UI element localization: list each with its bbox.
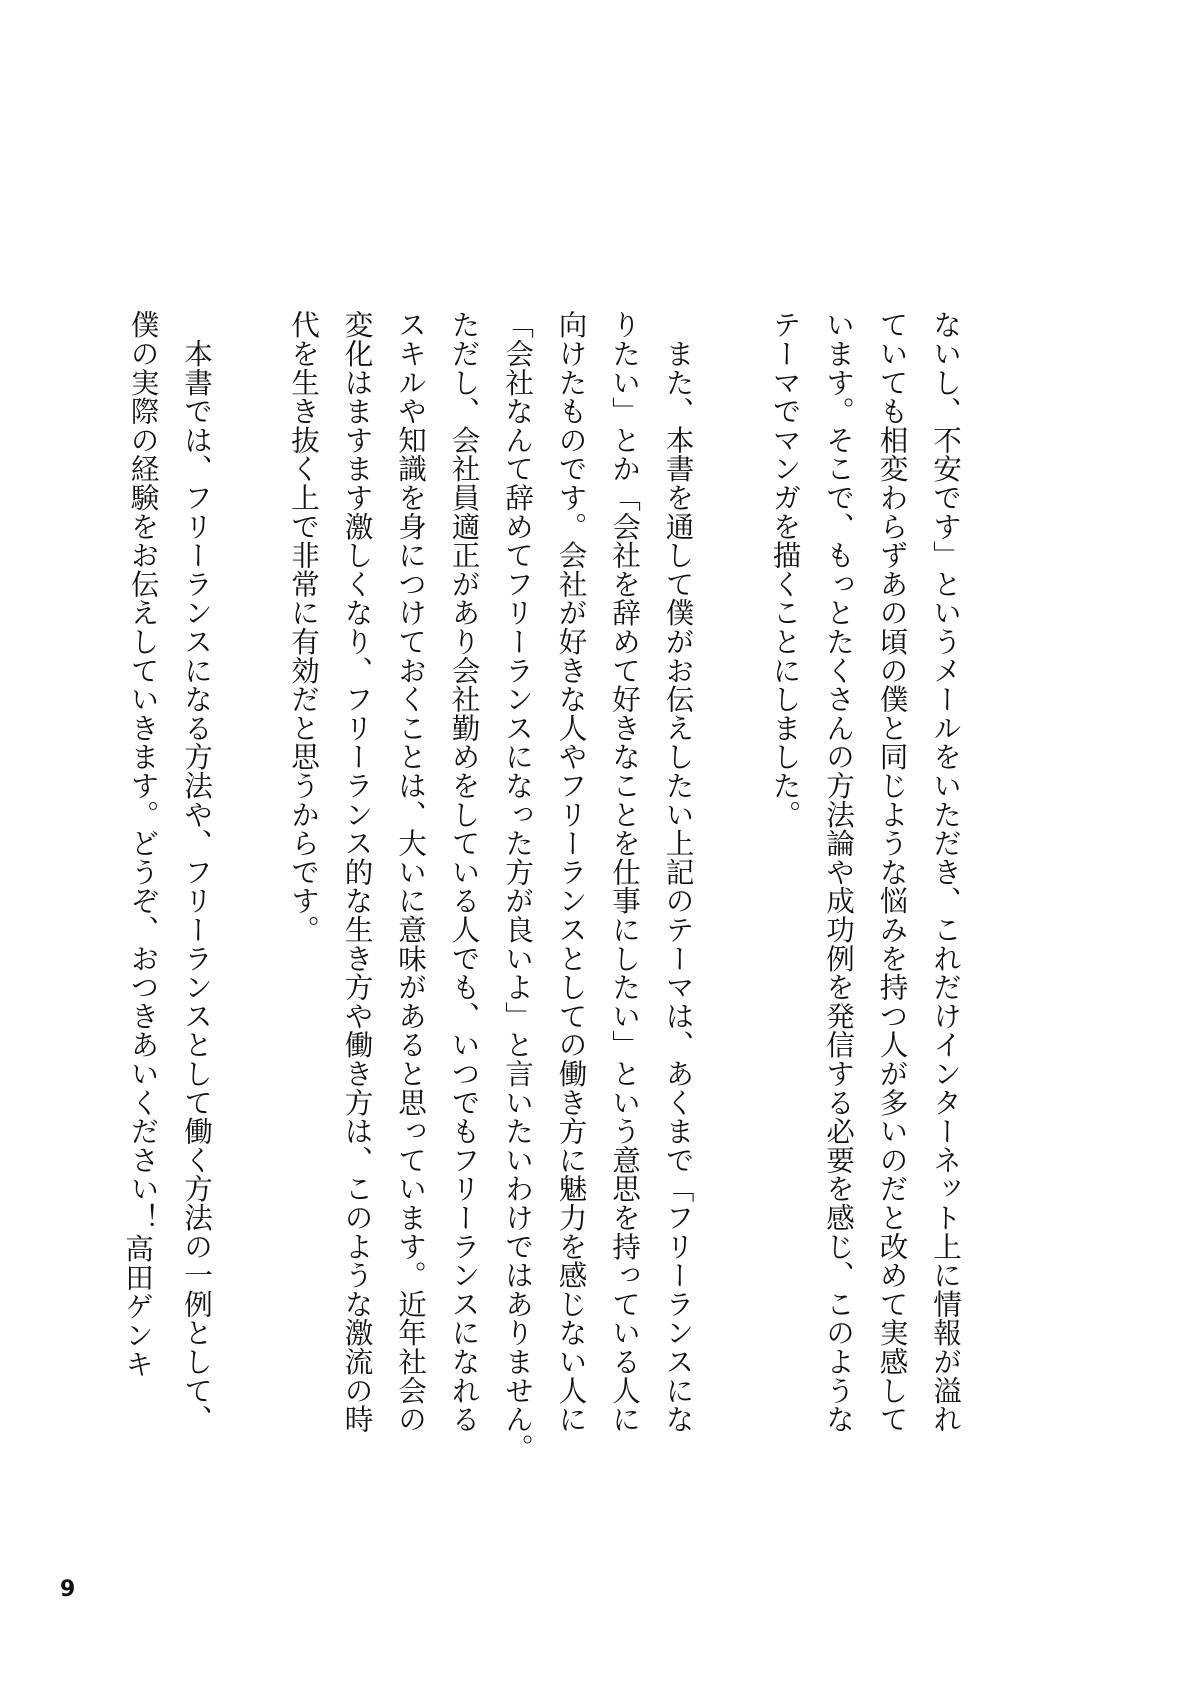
text-line: 「会社なんて辞めてフリーランスになった方が良いよ」と言いたいわけではありません。 bbox=[501, 310, 535, 1462]
paragraph-break bbox=[223, 310, 277, 311]
author-signature: 高田ゲンキ bbox=[121, 1234, 155, 1378]
text-line: ていても相変わらずあの頃の僕と同じような悩みを持つ人が多いのだと改めて実感して bbox=[875, 310, 910, 1434]
paragraph-break bbox=[705, 310, 759, 311]
text-line: ただし、会社員適正があり会社勤めをしている人でも、いつでもフリーランスになれる bbox=[447, 310, 482, 1434]
vertical-text-body bbox=[116, 310, 972, 1462]
text-line: 本書では、フリーランスになる方法や、フリーランスとして働く方法の一例として、 bbox=[180, 310, 214, 1434]
text-line: 僕の実際の経験をお伝えしていきます。どうぞ、おつきあいください！ bbox=[126, 310, 161, 1232]
text-line: りたい」とか「会社を辞めて好きなことを仕事にしたい」という意思を持っている人に bbox=[608, 310, 642, 1434]
text-line: 変化はますます激しくなり、フリーランス的な生き方や働き方は、このような激流の時 bbox=[340, 310, 375, 1434]
text-line: 代を生き抜く上で非常に有効だと思うからです。 bbox=[287, 310, 321, 944]
text-line: また、本書を通して僕がお伝えしたい上記のテーマは、あくまで「フリーランスにな bbox=[661, 310, 696, 1434]
page-number: 9 bbox=[60, 1577, 76, 1602]
text-line: います。そこで、もっとたくさんの方法論や成功例を発信する必要を感じ、このような bbox=[822, 310, 856, 1434]
text-line: ないし、不安です」というメールをいただき、これだけインターネット上に情報が溢れ bbox=[929, 310, 963, 1434]
text-line: スキルや知識を身につけておくことは、大いに意味があると思っています。近年社会の bbox=[394, 310, 428, 1434]
text-line: 向けたものです。会社が好きな人やフリーランスとしての働き方に魅力を感じない人に bbox=[554, 310, 589, 1434]
text-line: テーマでマンガを描くことにしました。 bbox=[768, 310, 803, 829]
